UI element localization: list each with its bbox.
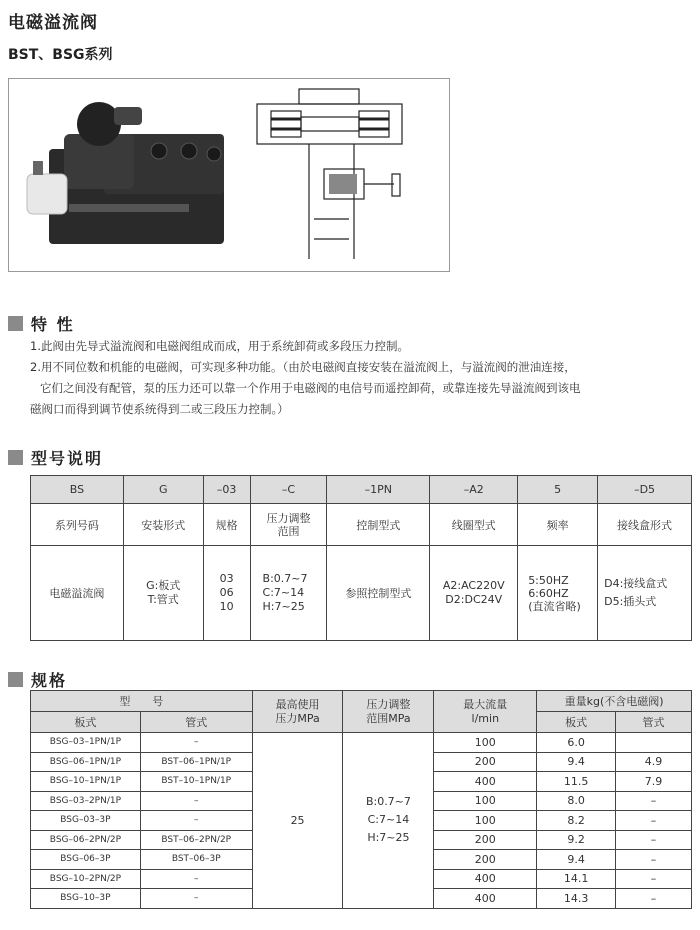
value-cell: B:0.7~7 C:7~14 H:7~25	[250, 546, 327, 641]
product-figure	[8, 78, 450, 272]
name-cell: 控制型式	[327, 504, 430, 546]
value-cell: 参照控制型式	[327, 546, 430, 641]
model-heading	[8, 446, 103, 469]
spec-cell: 400	[434, 889, 537, 909]
spec-cell: 7.9	[616, 772, 692, 792]
spec-cell: –	[616, 889, 692, 909]
value-cell: G:板式 T:管式	[123, 546, 203, 641]
name-cell: 系列号码	[31, 504, 124, 546]
spec-cell: 14.1	[537, 869, 616, 889]
name-cell: 线圈型式	[430, 504, 518, 546]
page-subtitle: BST、BSG系列	[8, 47, 113, 63]
spec-header-row	[31, 691, 692, 712]
code-cell: BS	[31, 476, 124, 504]
features-heading	[8, 312, 75, 335]
spec-cell: 400	[434, 869, 537, 889]
value-cell: 03 06 10	[203, 546, 250, 641]
spec-table	[30, 690, 692, 909]
spec-cell: –	[140, 811, 252, 831]
spec-cell: BSG–06–3P	[31, 850, 141, 870]
name-cell: 接线盒形式	[598, 504, 692, 546]
feature-item: 磁阀口而得到调节使系统得到二或三段压力控制。）	[30, 402, 289, 416]
spec-cell: 25	[252, 733, 343, 909]
model-heading-label: 型号说明	[31, 449, 104, 468]
spec-row	[31, 733, 692, 753]
spec-cell: BSG–06–2PN/2P	[31, 830, 141, 850]
flow-header: 最大流量 l/min	[434, 691, 537, 733]
plate-header: 板式	[31, 712, 141, 733]
spec-cell: BSG–10–1PN/1P	[31, 772, 141, 792]
section-square-icon	[8, 450, 23, 465]
model-code-table	[30, 475, 692, 641]
features-list	[30, 336, 692, 420]
spec-cell: BST–06–3P	[140, 850, 252, 870]
spec-cell: BST–06–1PN/1P	[140, 752, 252, 772]
spec-cell: B:0.7~7 C:7~14 H:7~25	[343, 733, 434, 909]
spec-heading-label: 规格	[31, 671, 68, 690]
spec-heading	[8, 668, 67, 691]
spec-cell: –	[616, 850, 692, 870]
spec-cell: BSG–03–2PN/1P	[31, 791, 141, 811]
code-row	[31, 476, 692, 504]
feature-item: 它们之间没有配管，泵的压力还可以靠一个作用于电磁阀的电信号而遥控卸荷，或靠连接先导溢流阀到该电	[40, 381, 581, 395]
spec-cell: 4.9	[616, 752, 692, 772]
page-title: 电磁溢流阀	[8, 13, 98, 33]
feature-item: 1.此阀由先导式溢流阀和电磁阀组成而成，用于系统卸荷或多段压力控制。	[30, 339, 409, 353]
section-square-icon	[8, 672, 23, 687]
spec-cell: 9.4	[537, 850, 616, 870]
name-row	[31, 504, 692, 546]
spec-cell: BSG–10–3P	[31, 889, 141, 909]
spec-cell: 100	[434, 791, 537, 811]
adjust-header: 压力调整 范围MPa	[343, 691, 434, 733]
name-cell: 频率	[518, 504, 598, 546]
spec-cell: 8.2	[537, 811, 616, 831]
name-cell: 安装形式	[123, 504, 203, 546]
feature-item: 2.用不同位数和机能的电磁阀，可实现多种功能。（由於电磁阀直接安装在溢流阀上，与溢流阀的泄油连接，	[30, 360, 576, 374]
spec-cell: 200	[434, 830, 537, 850]
code-cell: G	[123, 476, 203, 504]
spec-cell: 100	[434, 811, 537, 831]
code-cell: –C	[250, 476, 327, 504]
spec-cell: –	[616, 869, 692, 889]
pressure-header: 最高使用 压力MPa	[252, 691, 343, 733]
value-row	[31, 546, 692, 641]
spec-cell: BSG–06–1PN/1P	[31, 752, 141, 772]
value-cell: 电磁溢流阀	[31, 546, 124, 641]
spec-cell: 9.4	[537, 752, 616, 772]
name-cell: 压力调整 范围	[250, 504, 327, 546]
spec-cell: 400	[434, 772, 537, 792]
spec-cell: –	[616, 811, 692, 831]
spec-cell: –	[140, 791, 252, 811]
spec-cell: 200	[434, 850, 537, 870]
spec-cell: 100	[434, 733, 537, 753]
value-cell: 5:50HZ 6:60HZ (直流省略)	[518, 546, 598, 641]
weight-pipe-header: 管式	[616, 712, 692, 733]
spec-cell: 14.3	[537, 889, 616, 909]
value-cell: A2:AC220V D2:DC24V	[430, 546, 518, 641]
spec-cell: –	[616, 830, 692, 850]
features-heading-label: 特 性	[31, 315, 75, 334]
model-header: 型 号	[31, 691, 253, 712]
pipe-header: 管式	[140, 712, 252, 733]
value-cell: D4:接线盒式 D5:插头式	[598, 546, 692, 641]
spec-cell: 8.0	[537, 791, 616, 811]
spec-cell: –	[140, 889, 252, 909]
spec-cell	[616, 733, 692, 753]
valve-photo	[9, 79, 449, 271]
spec-cell: BST–06–2PN/2P	[140, 830, 252, 850]
spec-cell: BSG–10–2PN/2P	[31, 869, 141, 889]
spec-cell: BST–10–1PN/1P	[140, 772, 252, 792]
spec-cell: –	[616, 791, 692, 811]
spec-cell: 11.5	[537, 772, 616, 792]
spec-cell: 6.0	[537, 733, 616, 753]
code-cell: –A2	[430, 476, 518, 504]
spec-cell: BSG–03–1PN/1P	[31, 733, 141, 753]
weight-header: 重量kg(不含电磁阀)	[537, 691, 692, 712]
code-cell: 5	[518, 476, 598, 504]
name-cell: 规格	[203, 504, 250, 546]
code-cell: –1PN	[327, 476, 430, 504]
weight-plate-header: 板式	[537, 712, 616, 733]
spec-cell: –	[140, 733, 252, 753]
code-cell: –D5	[598, 476, 692, 504]
spec-cell: BSG–03–3P	[31, 811, 141, 831]
code-cell: –03	[203, 476, 250, 504]
spec-cell: –	[140, 869, 252, 889]
spec-cell: 200	[434, 752, 537, 772]
section-square-icon	[8, 316, 23, 331]
spec-cell: 9.2	[537, 830, 616, 850]
